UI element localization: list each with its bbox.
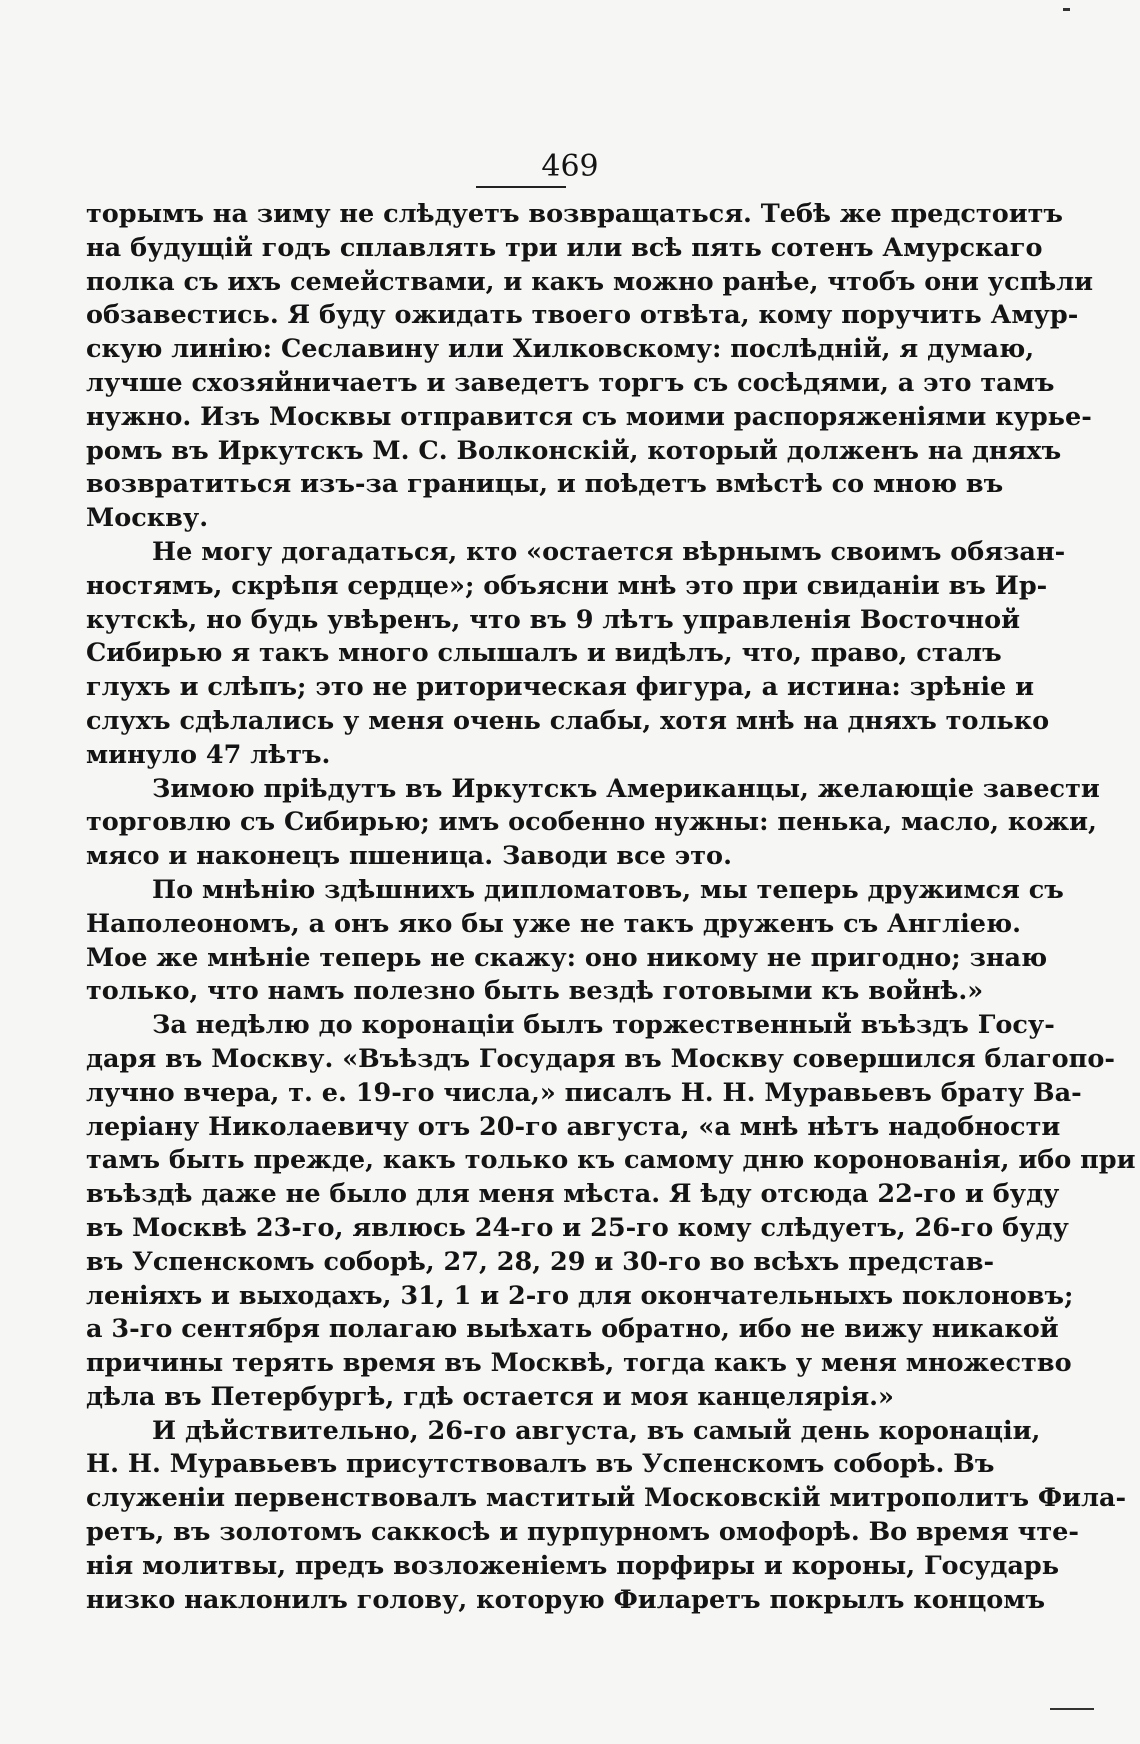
page-number-rule (476, 186, 566, 188)
text-line: лучно вчера, т. е. 19-го числа,» писалъ Н. Н. Муравьевъ брату Ва- (86, 1077, 1082, 1108)
text-line: И дѣйствительно, 26-го августа, въ самый день коронаціи, (152, 1415, 1041, 1446)
text-line: нужно. Изъ Москвы отправится съ моими распоряженіями курье- (86, 401, 1092, 432)
text-line: въѣздѣ даже не было для меня мѣста. Я ѣду отсюда 22-го и буду (86, 1179, 1060, 1210)
text-line: только, что намъ полезно быть вездѣ готовыми къ войнѣ.» (86, 976, 984, 1007)
text-line: полка съ ихъ семействами, и какъ можно ранѣе, чтобъ они успѣли (86, 266, 1094, 297)
text-line: Мое же мнѣніе теперь не скажу: оно никому не пригодно; знаю (86, 942, 1048, 973)
text-line: ностямъ, скрѣпя сердце»; объясни мнѣ это при свиданіи въ Ир- (86, 570, 1048, 601)
paragraph (86, 198, 1094, 536)
text-line: нія молитвы, предъ возложеніемъ порфиры и короны, Государь (86, 1550, 1060, 1581)
text-line: тамъ быть прежде, какъ только къ самому дню коронованія, ибо при (86, 1145, 1136, 1176)
margin-mark (1050, 1708, 1094, 1710)
text-line: въ Москвѣ 23-го, явлюсь 24-го и 25-го кому слѣдуетъ, 26-го буду (86, 1212, 1069, 1243)
text-line: причины терять время въ Москвѣ, тогда какъ у меня множество (86, 1348, 1072, 1379)
text-line: леніяхъ и выходахъ, 31, 1 и 2-го для окончательныхъ поклоновъ; (86, 1280, 1074, 1311)
text-line: ретъ, въ золотомъ саккосѣ и пурпурномъ омофорѣ. Во время чте- (86, 1517, 1079, 1548)
text-line: кутскѣ, но будь увѣренъ, что въ 9 лѣтъ управленія Восточной (86, 604, 1020, 635)
text-line: лучше схозяйничаетъ и заведетъ торгъ съ сосѣдями, а это тамъ (86, 367, 1055, 398)
text-line: Сибирью я такъ много слышалъ и видѣлъ, что, право, сталъ (86, 638, 1002, 669)
body-text (86, 198, 1136, 1617)
text-line: служеніи первенствовалъ маститый Московскій митрополитъ Фила- (86, 1483, 1127, 1514)
paragraph (86, 874, 1064, 1009)
text-line: въ Успенскомъ соборѣ, 27, 28, 29 и 30-го во всѣхъ представ- (86, 1246, 995, 1277)
margin-mark (1063, 8, 1070, 11)
text-line: торговлю съ Сибирью; имъ особенно нужны: пенька, масло, кожи, (86, 807, 1097, 838)
text-line: на будущій годъ сплавлять три или всѣ пять сотенъ Амурскаго (86, 232, 1043, 263)
paragraph (86, 536, 1066, 773)
text-line: мясо и наконецъ пшеница. Заводи все это. (86, 841, 732, 872)
text-line: ромъ въ Иркутскъ М. С. Волконскій, который долженъ на дняхъ (86, 435, 1062, 466)
text-line: слухъ сдѣлались у меня очень слабы, хотя мнѣ на дняхъ только (86, 705, 1050, 736)
text-line: глухъ и слѣпъ; это не риторическая фигура, а истина: зрѣніе и (86, 672, 1035, 703)
text-line: Зимою пріѣдутъ въ Иркутскъ Американцы, желающіе завести (152, 773, 1100, 804)
text-line: торымъ на зиму не слѣдуетъ возвращаться. Тебѣ же предстоитъ (86, 199, 1063, 229)
text-line: а 3-го сентября полагаю выѣхать обратно, ибо не вижу никакой (86, 1314, 1059, 1345)
text-line: Н. Н. Муравьевъ присутствовалъ въ Успенскомъ соборѣ. Въ (86, 1449, 995, 1480)
paragraph (86, 1415, 1127, 1618)
text-line: За недѣлю до коронаціи былъ торжественный въѣздъ Госу- (152, 1010, 1055, 1041)
text-line: По мнѣнію здѣшнихъ дипломатовъ, мы теперь дружимся съ (152, 874, 1064, 905)
text-line: низко наклонилъ голову, которую Филаретъ покрылъ концомъ (86, 1584, 1046, 1615)
text-line: Москву. (86, 503, 209, 534)
text-line: дѣла въ Петербургѣ, гдѣ остается и моя канцелярія.» (86, 1381, 894, 1412)
text-line: обзавестись. Я буду ожидать твоего отвѣта, кому поручить Амур- (86, 300, 1079, 331)
text-line: Наполеономъ, а онъ яко бы уже не такъ друженъ съ Англіею. (86, 908, 1022, 939)
text-line: леріану Николаевичу отъ 20-го августа, «а мнѣ нѣтъ надобности (86, 1111, 1061, 1142)
text-line: скую линію: Сеславину или Хилковскому: послѣдній, я думаю, (86, 334, 1035, 365)
page-number: 469 (541, 149, 599, 184)
text-line: возвратиться изъ-за границы, и поѣдетъ вмѣстѣ со мною въ (86, 469, 1004, 500)
paragraph (86, 773, 1100, 874)
paragraph (86, 1009, 1136, 1415)
text-line: даря въ Москву. «Въѣздъ Государя въ Москву совершился благопо- (86, 1043, 1115, 1074)
text-line: минуло 47 лѣтъ. (86, 739, 331, 770)
text-line: Не могу догадаться, кто «остается вѣрнымъ своимъ обязан- (152, 536, 1066, 567)
